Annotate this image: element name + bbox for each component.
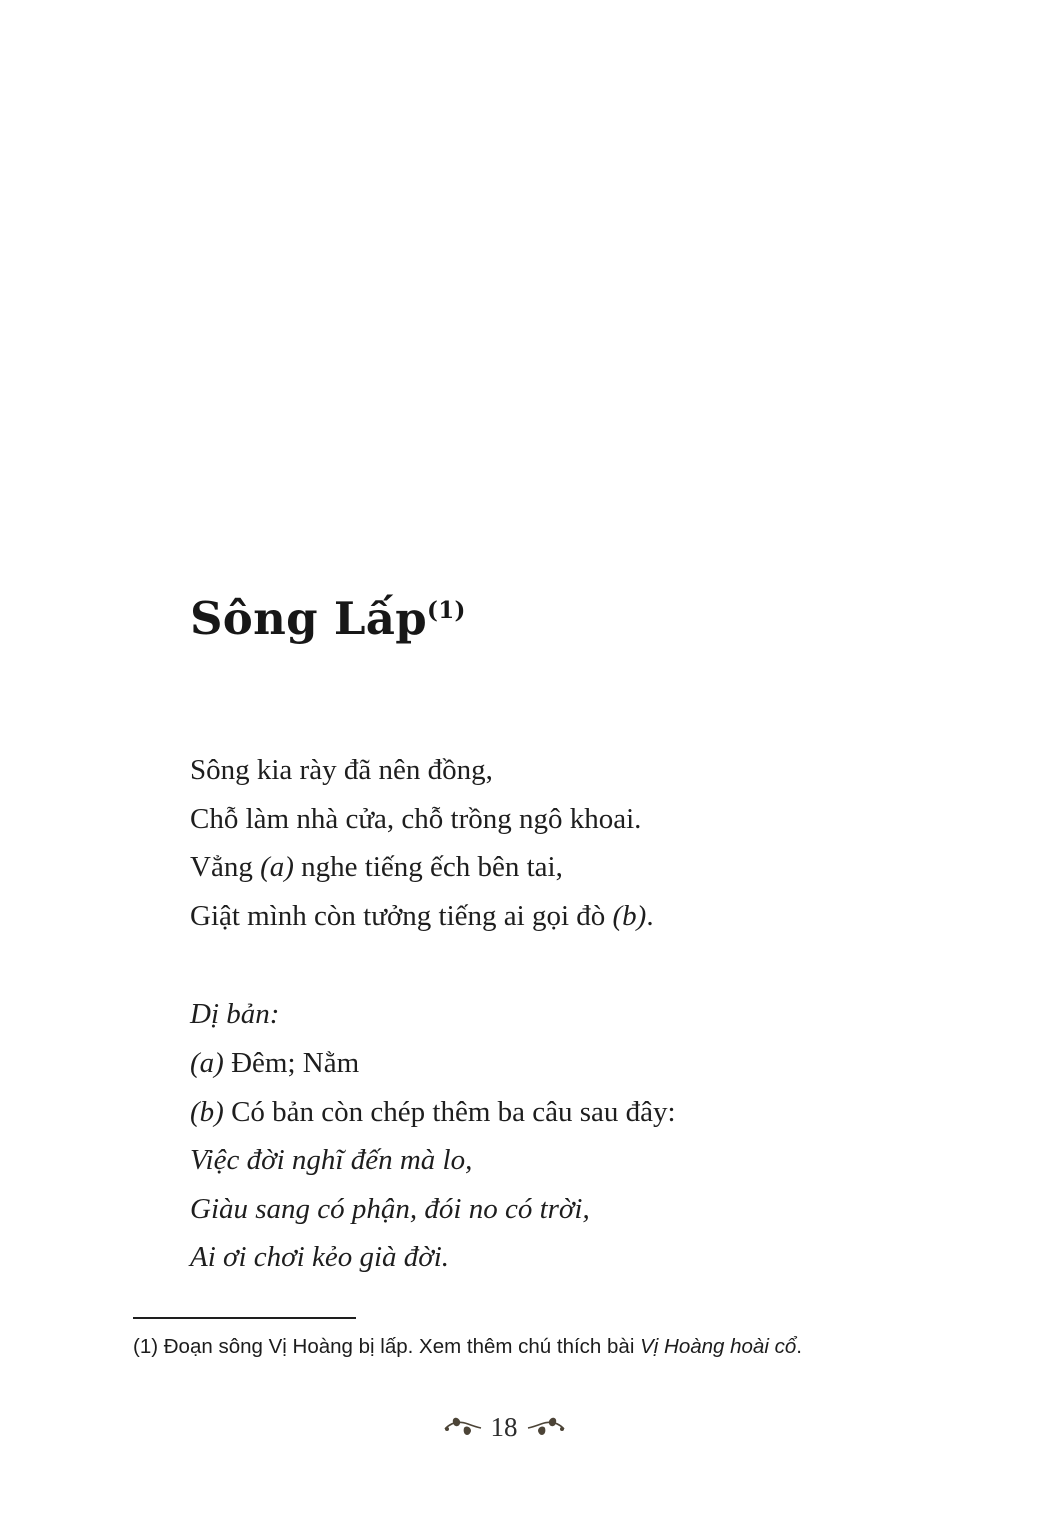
poem-body xyxy=(190,746,676,1282)
page-footer xyxy=(0,1412,1008,1445)
leaf-ornament-left-icon xyxy=(444,1416,482,1440)
footnote-divider xyxy=(133,1317,356,1319)
text-line: Việc đời nghĩ đến mà lo, xyxy=(190,1144,473,1177)
leaf-ornament-right-icon xyxy=(527,1416,565,1440)
text-line: (a) Đêm; Nằm xyxy=(190,1046,360,1079)
page-number: 18 xyxy=(490,1412,518,1442)
text-line: Vẳng (a) nghe tiếng ếch bên tai, xyxy=(190,851,563,884)
text-line: Chỗ làm nhà cửa, chỗ trồng ngô khoai. xyxy=(190,802,642,835)
footnote xyxy=(133,1333,802,1361)
poem-title-text: Sông Lấp xyxy=(190,592,428,645)
text-line: Giật mình còn tưởng tiếng ai gọi đò (b). xyxy=(190,899,654,932)
poem-stanza-main xyxy=(190,746,676,940)
text-line: (1) Đoạn sông Vị Hoàng bị lấp. Xem thêm chú thích bài Vị Hoàng hoài cổ. xyxy=(133,1335,802,1358)
text-line: (b) Có bản còn chép thêm ba câu sau đây: xyxy=(190,1095,676,1128)
text-line: Dị bản: xyxy=(190,998,280,1031)
text-line: Ai ơi chơi kẻo già đời. xyxy=(190,1241,450,1274)
text-line: Giàu sang có phận, đói no có trời, xyxy=(190,1192,590,1225)
title-footnote-marker: (1) xyxy=(427,597,466,624)
poem-title xyxy=(190,592,466,645)
text-line: Sông kia rày đã nên đồng, xyxy=(190,754,493,786)
poem-stanza-variants xyxy=(190,990,676,1282)
title-block xyxy=(190,592,466,645)
